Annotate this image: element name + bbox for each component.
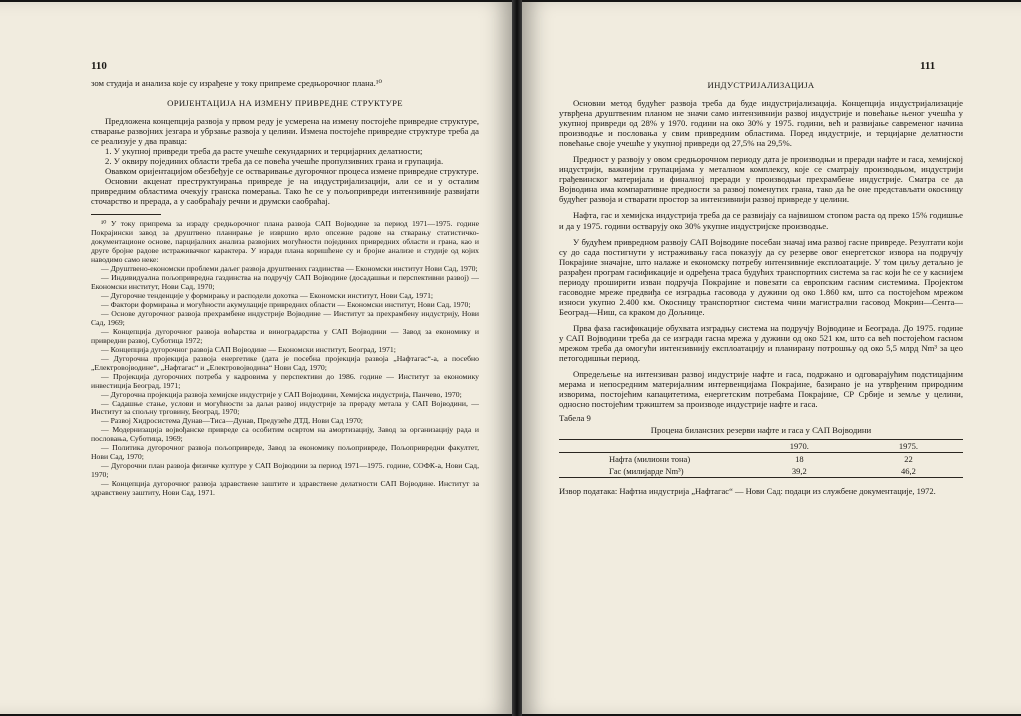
paragraph: У будућем привредном развоју САП Војводине посебан значај има развој гасне привреде. Резултати који су до сада постигнути у истраживању гаса показују да су резерве овог енергетског извора на подручју Покрајине значајне, што налаже и економску потребу интензивније експлоатације. У том циљу детаљно је разрађен програм гасификације и одређена траса будућих транспортних система за гас који ће се у каснијем периоду проширити изван подручја Покрајине и повезати са европским гасним системима. Пројектом гасоводне мреже предвиђа се изградња гасовода у дужини од око 1.860 км, што са постојећом мрежом износи укупно 2.400 км. Окосницу транспортног система чини магистрални гасовод Мокрин—Сента—Београд—Ниш, са краком до Дољнице. bbox=[559, 236, 963, 317]
footnote-item: — Друштвено-економски проблеми даљег развоја друштвених газдинства — Економски институт Нови Сад, 1970; bbox=[101, 264, 478, 274]
table-row bbox=[559, 465, 963, 478]
footnote-item: — Дугорочна пројекција развоја енергетике (дата је посебна пројекција развоја „Нафтагас“-а, а посебно „Електровојводине“, „Нафтагас“ и „Електровојводина“ Нови Сад, 1970; bbox=[91, 353, 479, 372]
table-cell: 39,2 bbox=[791, 466, 807, 477]
left-text-column bbox=[91, 78, 479, 498]
reserves-table bbox=[559, 439, 963, 478]
opening-text: зом студија и анализа које су израђене у току припреме средњорочног плана.¹⁰ bbox=[91, 78, 382, 88]
book-gutter bbox=[512, 0, 522, 716]
page-number: 110 bbox=[91, 60, 107, 72]
footnote-separator bbox=[91, 214, 161, 215]
table-cell: 22 bbox=[904, 454, 913, 465]
table-cell: 18 bbox=[795, 454, 804, 465]
footnote-item: — Основе дугорочног развоја прехрамбене индустрије Војводине — Институт за прехрамбену индустрију, Нови Сад, 1969; bbox=[91, 309, 479, 327]
column-header: 1970. bbox=[789, 441, 809, 452]
footnote-text: ¹⁰ У току припрема за израду средњорочног плана развоја САП Војводине за период 1971—1975. године Покрајински завод за друштвено планирање је извршио врло опсежне радове на стварању статистичко-документационе основе, парцијалних анализа развојних могућности појединих привредних области и грана, као и друге бројне радове истраживачког карактера. У изради плана коришћене су и бројне анализе и студије од којих наводимо само неке: bbox=[91, 219, 479, 265]
paragraph: 2. У оквиру појединих области треба да се повећа учешће пропулзивних грана и групација. bbox=[105, 156, 444, 167]
footnote-item: — Индивидуална пољопривредна газдинства на подручју САП Војводине (досадашњи и перспективни развој) — Економски институт, Нови Сад, 1970; bbox=[91, 273, 479, 292]
footnote-item: — Концепција дугорочног развоја воћарства и виноградарства у САП Војводини — Завод за економику и привредни развој, Суботица 1972; bbox=[91, 326, 479, 345]
row-label: Нафта (милиони тона) bbox=[609, 454, 691, 465]
footnote-item: — Политика дугорочног развоја пољопривреде, Завод за економику пољопривреде, Пољопривредни факултет, Нови Сад, 1970; bbox=[91, 443, 479, 462]
paragraph: Овавком оријентацијом обезбеђује се остваривање дугорочног процеса измене привредне структуре. bbox=[105, 166, 479, 177]
paragraph: Основни акценат преструктуирања привреде је на индустријализацији, али се и у осталим привредним областима очекују гранска померања. Тако ће се у пољопривреди интензивније развијати сточарство и прерада, а у саобраћају речни и друмски саобраћај. bbox=[91, 176, 479, 207]
table-header-row bbox=[559, 440, 963, 453]
footnote-item: — Дугорочне тенденције у формирању и расподели дохотка — Економски институт, Нови Сад, 1971; bbox=[101, 291, 434, 301]
right-page bbox=[522, 2, 1021, 714]
paragraph: Основни метод будућег развоја треба да буде индустријализација. Концепција индустријализације утврђена друштвеним планом не значи само интензивнији развој индустрије и повећање њеног учешћа у укупној привреди од 28% у 1970. години на око 30% у 1975. години, већ и развијање савременог начина производње и пословања у свим привредним областима. Поред индустрије, и терцијарне делатности повећање своје учешће у укупној привреди од 27,5% на 29,5%. bbox=[559, 98, 963, 149]
column-header: 1975. bbox=[898, 441, 919, 452]
section-heading: ОРИЈЕНТАЦИЈА НА ИЗМЕНУ ПРИВРЕДНЕ СТРУКТУРЕ bbox=[167, 98, 403, 109]
footnote-item: — Пројекција дугорочних потреба у кадровима у перспективи до 1986. године — Институт за економику инвестиција Београд, 1971; bbox=[91, 371, 479, 390]
table-label: Табела 9 bbox=[559, 413, 591, 424]
page-number: 111 bbox=[920, 60, 936, 72]
paragraph: Предложена концепција развоја у првом реду је усмерена на измену постојеће привредне структуре, стварање развојних језгара и убрзање развоја у целини. Измена постојеће привредне структуре треба да се реализује у два правца: bbox=[91, 116, 479, 147]
footnote bbox=[91, 220, 479, 498]
footnote-item: — Развој Хидросистема Дунав—Тиса—Дунав, Предузеће ДТД, Нови Сад 1970; bbox=[101, 416, 363, 426]
paragraph: 1. У укупној привреди треба да расте учешће секундарних и терцијарних делатности; bbox=[105, 146, 423, 157]
table-source: Извор података: Нафтна индустрија „Нафтагас“ — Нови Сад: подаци из службене документације, 1972. bbox=[559, 486, 936, 497]
paragraph: Опредељење на интензиван развој индустрије нафте и гаса, подржано и одговарајућим подстицајним мерама и непосредним материјалним интервенцијама Покрајине, базирано је на утврђеним природним изворима, постојећим капацитетима, енергетским потребама Покрајине, СР Србије и земље у целини, односно постојећим тржиштем за производе индустрије нафте и гаса. bbox=[559, 369, 963, 410]
table-caption: Процена билансних резерви нафте и гаса у САП Војводини bbox=[650, 425, 872, 436]
footnote-item: — Фактори формирања и могућности акумулације привредних области — Економски институт, Нови Сад, 1970; bbox=[101, 300, 471, 310]
footnote-item: — Садашње стање, услови и могућности за даљи развој индустрије за прераду метала у САП Војводини, — Институт за спољну трговину, Београд, 1970; bbox=[91, 398, 479, 417]
footnote-item: — Концепција дугорочног развоја здравствене заштите и здравствене делатности САП Војводине. Институт за здравствену заштиту, Нови Сад, 1971. bbox=[91, 479, 479, 498]
section-heading: ИНДУСТРИЈАЛИЗАЦИЈА bbox=[707, 80, 815, 90]
footnote-item: — Концепција дугорочног развоја САП Војводине — Економски институт, Београд, 1971; bbox=[101, 344, 396, 354]
left-page bbox=[0, 2, 512, 714]
column-header bbox=[559, 440, 745, 453]
footnote-item: — Дугорочна пројекција развоја хемијске индустрије у САП Војводини, Хемијска индустрија, Панчево, 1970; bbox=[101, 389, 462, 399]
right-text-column bbox=[559, 78, 963, 496]
paragraph: Предност у развоју у овом средњорочном периоду дата је производњи и преради нафте и гаса, хемијској индустрији, важнијим групацијама у металном комплексу, које се сматрају производњом, индустрији грађевинског материјала и финалној преради у производњи прехрамбене индустрије. Сматра се да Војводина има компаративне предности за развој поменутих грана, тако да ће оне представљати окосницу будућег развоја и стварати простор за интензивнији развој привреде у целини. bbox=[559, 154, 963, 205]
table-row bbox=[559, 453, 963, 466]
paragraph: Нафта, гас и хемијска индустрија треба да се развијају са највишом стопом раста од преко 15% годишње и да у 1975. години остварују око 30% укупне индустријске производње. bbox=[559, 210, 963, 231]
row-label: Гас (милијарде Nm³) bbox=[609, 466, 684, 477]
table-cell: 46,2 bbox=[901, 466, 916, 477]
footnote-item: — Модернизација војвођанске привреде са особитим освртом на амортизацију, Завод за организацију рада и пословања, Суботица, 1969; bbox=[91, 425, 479, 444]
paragraph: Прва фаза гасификације обухвата изградњу система на подручју Војводине и Београда. До 1975. године у САП Војводини треба да се изгради гасна мрежа у дужини од око 521 км, што са већ постојећом гасном мрежом треба да омогући интензивнију експлоатацију и планирану потрошњу од око 5,5 млрд Nm³ за цео петогодишњи период. bbox=[559, 322, 963, 364]
footnote-item: — Дугорочни план развоја физичке културе у САП Војводини за период 1971—1975. године, СОФК-а, Нови Сад, 1970; bbox=[91, 461, 479, 480]
